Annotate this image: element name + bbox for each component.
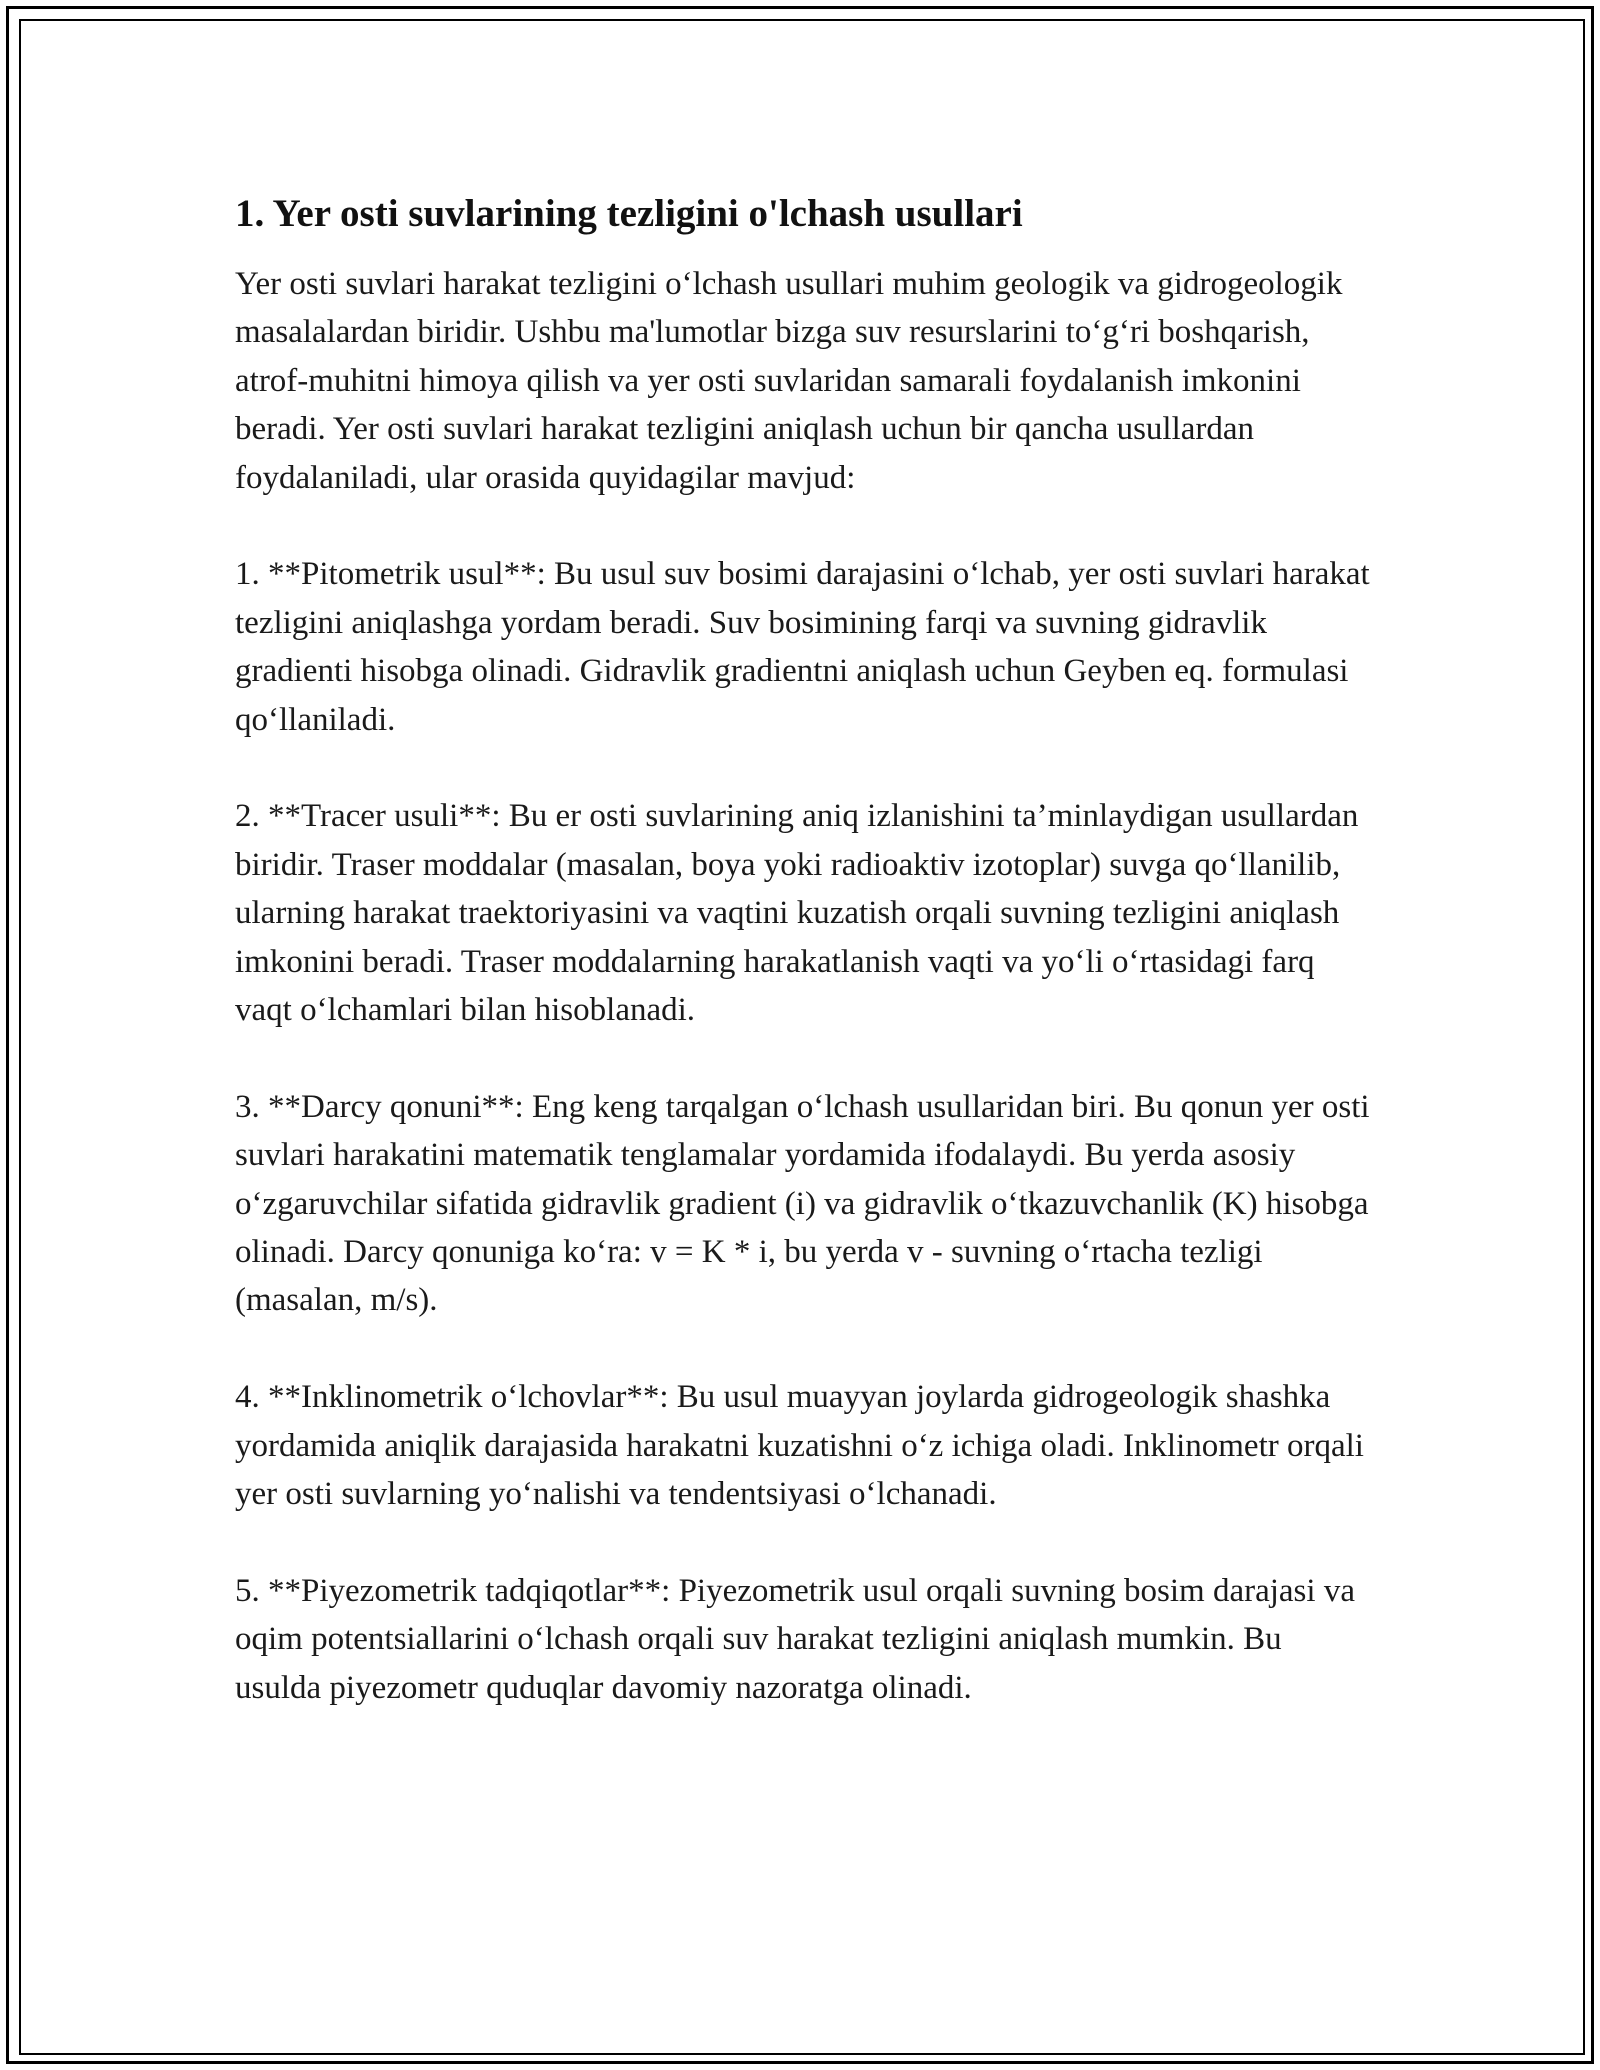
method-paragraph-tracer: 2. **Tracer usuli**: Bu er osti suvlarining aniq izlanishini ta’minlaydigan usullardan biridir. Traser moddalar (masalan, boya yoki radioaktiv izotoplar) suvga qo‘llanilib, ularning harakat traektoriyasini va vaqtini kuzatish orqali suvning tezligini aniqlash imkonini beradi. Traser moddalarning harakatlanish vaqti va yo‘li o‘rtasidagi farq vaqt o‘lchamlari bilan hisoblanadi. — [235, 798, 1359, 1029]
document-body — [235, 188, 1375, 1712]
document-title: 1. Yer osti suvlarining tezligini o'lchash usullari — [235, 192, 1023, 235]
method-paragraph-pitometrik: 1. **Pitometrik usul**: Bu usul suv bosimi darajasini o‘lchab, yer osti suvlari harakat tezligini aniqlashga yordam beradi. Suv bosimining farqi va suvning gidravlik gradienti hisobga olinadi. Gidravlik gradientni aniqlash uchun Geyben eq. formulasi qo‘llaniladi. — [235, 556, 1370, 738]
method-paragraph-inklinometrik: 4. **Inklinometrik o‘lchovlar**: Bu usul muayyan joylarda gidrogeologik shashka yordamida aniqlik darajasida harakatni kuzatishni o‘z ichiga oladi. Inklinometr orqali yer osti suvlarning yo‘nalishi va tendentsiyasi o‘lchanadi. — [235, 1379, 1364, 1513]
method-paragraph-piyezometrik: 5. **Piyezometrik tadqiqotlar**: Piyezometrik usul orqali suvning bosim darajasi va oqim potentsiallarini o‘lchash orqali suv harakat tezligini aniqlash mumkin. Bu usulda piyezometr quduqlar davomiy nazoratga olinadi. — [235, 1572, 1355, 1706]
intro-paragraph: Yer osti suvlari harakat tezligini o‘lchash usullari muhim geologik va gidrogeologik masalalardan biridir. Ushbu ma'lumotlar bizga suv resurslarini to‘g‘ri boshqarish, atrof-muhitni himoya qilish va yer osti suvlaridan samarali foydalanish imkonini beradi. Yer osti suvlari harakat tezligini aniqlash uchun bir qancha usullardan foydalaniladi, ular orasida quyidagilar mavjud: — [235, 266, 1343, 496]
method-paragraph-darcy: 3. **Darcy qonuni**: Eng keng tarqalgan o‘lchash usullaridan biri. Bu qonun yer osti suvlari harakatini matematik tenglamalar yordamida ifodalaydi. Bu yerda asosiy o‘zgaruvchilar sifatida gidravlik gradient (i) va gidravlik o‘tkazuvchanlik (K) hisobga olinadi. Darcy qonuniga ko‘ra: v = K * i, bu yerda v - suvning o‘rtacha tezligi (masalan, m/s). — [235, 1088, 1370, 1319]
